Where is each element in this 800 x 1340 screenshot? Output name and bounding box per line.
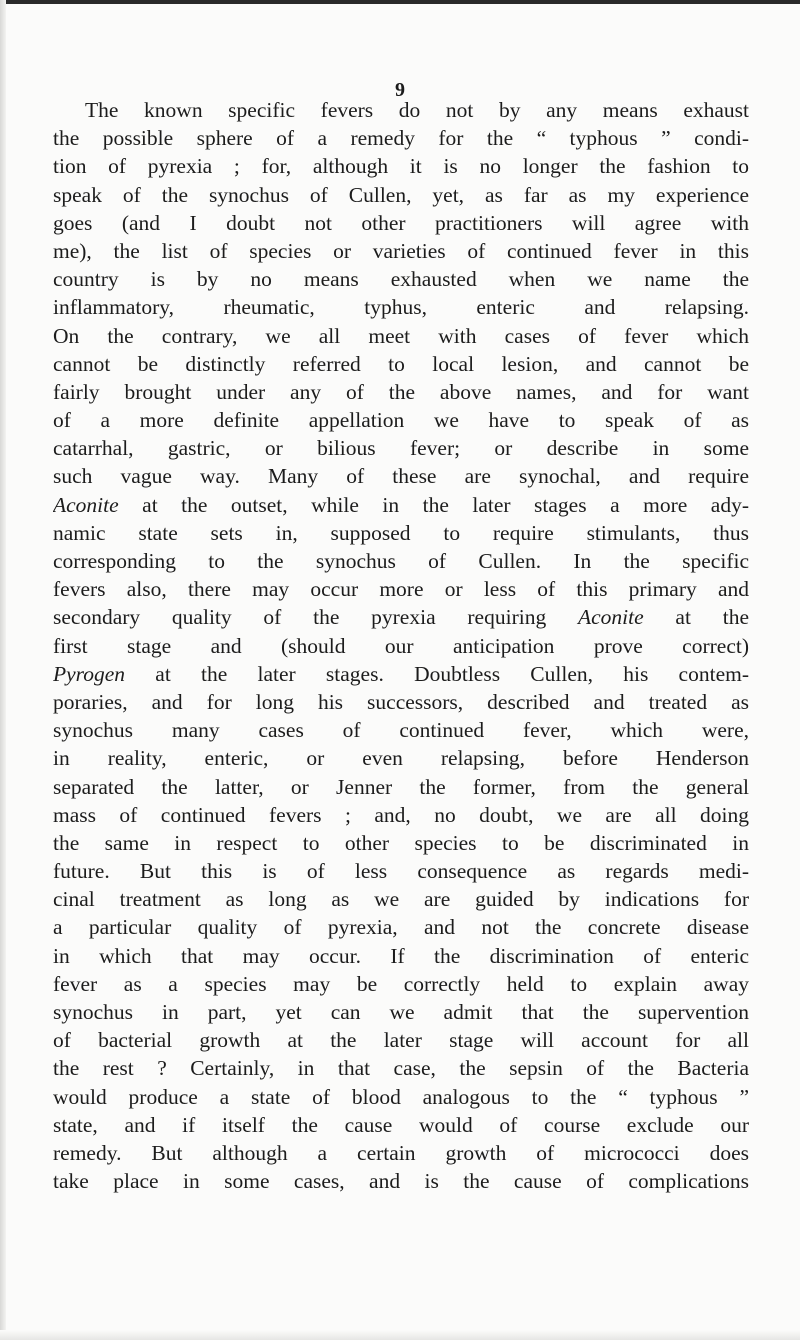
text-line — [53, 1111, 749, 1139]
text-line — [53, 1167, 749, 1195]
text-line — [53, 716, 749, 744]
text-run: fairly brought under any of the above names, and for want — [53, 379, 749, 404]
text-line — [53, 237, 749, 265]
text-run: remedy. But although a certain growth of micrococci does — [53, 1140, 749, 1165]
text-run: speak of the synochus of Cullen, yet, as far as my experience — [53, 182, 749, 207]
top-edge-rule — [0, 0, 800, 4]
text-line — [53, 265, 749, 293]
text-line — [53, 829, 749, 857]
text-line — [53, 181, 749, 209]
text-line — [53, 913, 749, 941]
text-run: state, and if itself the cause would of course exclude our — [53, 1112, 749, 1137]
text-run: future. But this is of less consequence as regards medi- — [53, 859, 749, 884]
text-line — [53, 744, 749, 772]
text-run: would produce a state of blood analogous to the “ typhous ” — [53, 1084, 749, 1109]
text-line — [53, 575, 749, 603]
text-run: in which that may occur. If the discrimination of enteric — [53, 943, 749, 968]
text-line — [53, 434, 749, 462]
text-run: at the outset, while in the later stages a more ady- — [118, 492, 749, 517]
text-line — [53, 124, 749, 152]
text-line — [53, 1083, 749, 1111]
text-line — [53, 491, 749, 519]
text-run: country is by no means exhausted when we name the — [53, 267, 749, 292]
text-run: inflammatory, rheumatic, typhus, enteric and relapsing. — [53, 295, 749, 320]
text-line — [53, 406, 749, 434]
text-line — [53, 547, 749, 575]
text-line — [53, 152, 749, 180]
text-run: at the later stages. Doubtless Cullen, his contem- — [125, 661, 749, 686]
text-run: the same in respect to other species to be discriminated in — [53, 830, 749, 855]
text-run: such vague way. Many of these are synochal, and require — [53, 464, 749, 489]
text-line — [53, 773, 749, 801]
text-run: at the — [643, 605, 749, 630]
text-run: in reality, enteric, or even relapsing, before Henderson — [53, 746, 749, 771]
text-run: take place in some cases, and is the cause of complications — [53, 1169, 749, 1194]
text-run: the possible sphere of a remedy for the “ typhous ” condi- — [53, 126, 749, 151]
text-run: cinal treatment as long as we are guided by indications for — [53, 887, 749, 912]
text-line — [53, 688, 749, 716]
text-run: mass of continued fevers ; and, no doubt, we are all doing — [53, 802, 749, 827]
text-run: first stage and (should our anticipation prove correct) — [53, 633, 749, 658]
text-line — [53, 632, 749, 660]
text-run: On the contrary, we all meet with cases of fever which — [53, 323, 749, 348]
text-line — [53, 519, 749, 547]
text-line — [53, 998, 749, 1026]
text-run: of a more definite appellation we have to speak of as — [53, 408, 749, 433]
text-line — [53, 942, 749, 970]
text-run: a particular quality of pyrexia, and not the concrete disease — [53, 915, 749, 940]
text-line — [53, 1054, 749, 1082]
italic-term: Aconite — [53, 492, 119, 517]
text-run: catarrhal, gastric, or bilious fever; or describe in some — [53, 436, 749, 461]
text-run: separated the latter, or Jenner the former, from the general — [53, 774, 749, 799]
text-line — [53, 970, 749, 998]
page-gutter-shadow — [0, 0, 6, 1340]
text-run: the rest ? Certainly, in that case, the sepsin of the Bacteria — [53, 1056, 749, 1081]
text-line — [53, 462, 749, 490]
text-run: fever as a species may be correctly held to explain away — [53, 971, 749, 996]
text-line — [53, 603, 749, 631]
text-run: secondary quality of the pyrexia requiring — [53, 605, 578, 630]
text-line — [53, 322, 749, 350]
text-run: synochus many cases of continued fever, which were, — [53, 718, 749, 743]
text-run: tion of pyrexia ; for, although it is no longer the fashion to — [53, 154, 749, 179]
text-run: fevers also, there may occur more or less of this primary and — [53, 577, 749, 602]
text-line — [53, 293, 749, 321]
text-line — [53, 857, 749, 885]
text-line — [53, 96, 749, 124]
text-line — [53, 378, 749, 406]
text-run: of bacterial growth at the later stage will account for all — [53, 1028, 749, 1053]
text-line — [53, 1026, 749, 1054]
text-run: cannot be distinctly referred to local lesion, and cannot be — [53, 351, 749, 376]
text-line — [53, 801, 749, 829]
text-run: synochus in part, yet can we admit that the supervention — [53, 1000, 749, 1024]
text-run: me), the list of species or varieties of continued fever in this — [53, 238, 749, 263]
text-line — [53, 660, 749, 688]
text-line — [53, 209, 749, 237]
text-run: The known specific fevers do not by any means exhaust — [85, 98, 749, 122]
italic-term: Pyrogen — [53, 661, 126, 686]
text-line — [53, 350, 749, 378]
text-run: poraries, and for long his successors, described and treated as — [53, 689, 749, 714]
bottom-edge-shadow — [0, 1330, 800, 1340]
text-line — [53, 1139, 749, 1167]
text-run: goes (and I doubt not other practitioners will agree with — [53, 210, 749, 235]
text-run: namic state sets in, supposed to require stimulants, thus — [53, 520, 749, 545]
text-line — [53, 885, 749, 913]
page-number: 9 — [395, 79, 405, 101]
body-text — [53, 96, 749, 1195]
italic-term: Aconite — [577, 605, 644, 630]
text-run: corresponding to the synochus of Cullen. In the specific — [53, 549, 749, 573]
